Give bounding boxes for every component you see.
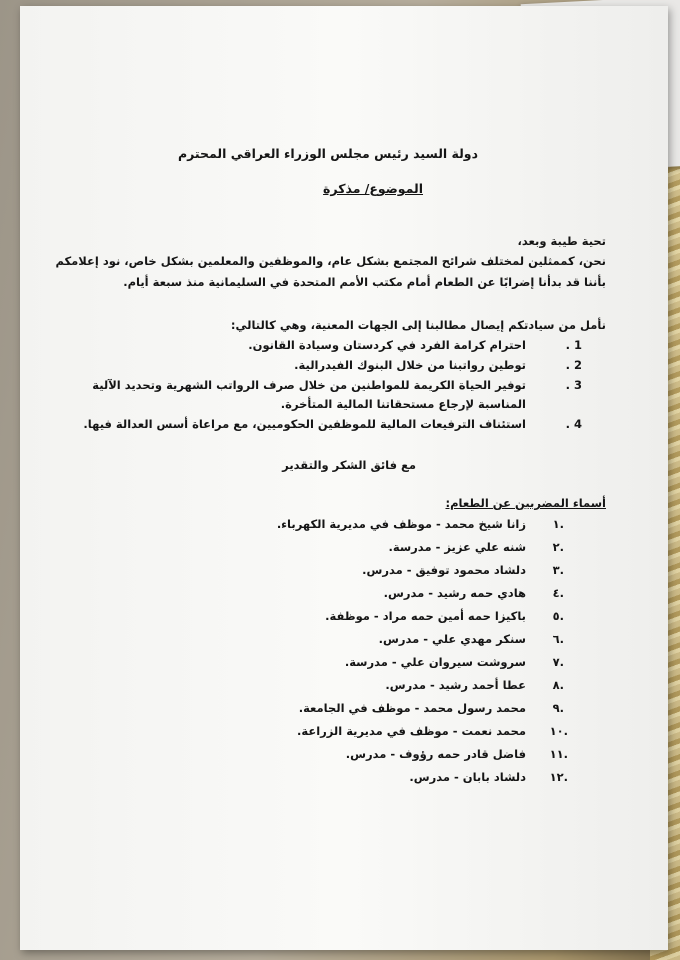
demand-text: استئناف الترفيعات المالية للموظفين الحكوميين، مع مراعاة أسس العدالة فيها. [83,417,526,431]
intro-line-1: نحن، كممثلين لمختلف شرائح المجتمع بشكل عام، والموظفين والمعلمين بشكل خاص، نود إعلامكم [55,254,606,268]
name-item: سنكر مهدي علي - مدرس. [378,632,526,646]
name-item: سروشت سيروان علي - مدرسة. [344,655,526,669]
name-item: هادي حمه رشيد - مدرس. [383,586,526,600]
name-number: .٣ [552,563,564,577]
name-item: دلشاد محمود توفيق - مدرس. [362,563,526,577]
name-number: .٨ [552,678,564,692]
name-number: .٦ [552,632,564,646]
name-number: .٧ [552,655,564,669]
demand-text-continued: المناسبة لإرجاع مستحقاتنا المالية المتأخرة. [280,397,526,411]
name-item: عطا أحمد رشيد - مدرس. [385,678,526,692]
document-page [20,6,668,950]
demand-text: توفير الحياة الكريمة للمواطنين من خلال صرف الرواتب الشهرية وتحديد الآلية [92,378,526,392]
name-item: زانا شيخ محمد - موظف في مديرية الكهرباء. [276,517,526,531]
addressee-line: دولة السيد رئيس مجلس الوزراء العراقي المحترم [178,146,478,161]
closing-line: مع فائق الشكر والتقدير [282,458,416,472]
name-item: دلشاد بابان - مدرس. [409,770,526,784]
name-number: .٢ [552,540,564,554]
name-number: .٥ [552,609,564,623]
name-number: .١ [552,517,564,531]
demand-text: توطين رواتبنا من خلال البنوك الفيدرالية. [294,358,526,372]
subject-line: الموضوع/ مذكرة [323,181,423,196]
demand-text: احترام كرامة الفرد في كردستان وسيادة القانون. [248,338,526,352]
name-item: محمد نعمت - موظف في مديرية الزراعة. [297,724,526,738]
intro-line-2: بأننا قد بدأنا إضرابًا عن الطعام أمام مكتب الأمم المتحدة في السليمانية منذ سبعة أيام. [123,275,606,289]
name-number: .١٢ [549,770,568,784]
name-item: محمد رسول محمد - موظف في الجامعة. [298,701,526,715]
request-intro-line: نأمل من سيادتكم إيصال مطالبنا إلى الجهات المعنية، وهي كالتالي: [230,318,606,332]
demand-number: 3 . [565,378,582,392]
demand-number: 1 . [565,338,582,352]
name-number: .١٠ [549,724,568,738]
greeting-line: تحية طيبة وبعد، [517,234,606,248]
demand-number: 4 . [565,417,582,431]
name-number: .١١ [549,747,568,761]
name-number: .٤ [552,586,564,600]
name-item: شنه علي عزيز - مدرسة. [388,540,526,554]
name-number: .٩ [552,701,564,715]
demand-number: 2 . [565,358,582,372]
name-item: باكيزا حمه أمين حمه مراد - موظفة. [325,609,526,623]
name-item: فاضل قادر حمه رؤوف - مدرس. [345,747,526,761]
names-heading: أسماء المضربين عن الطعام: [445,496,606,510]
